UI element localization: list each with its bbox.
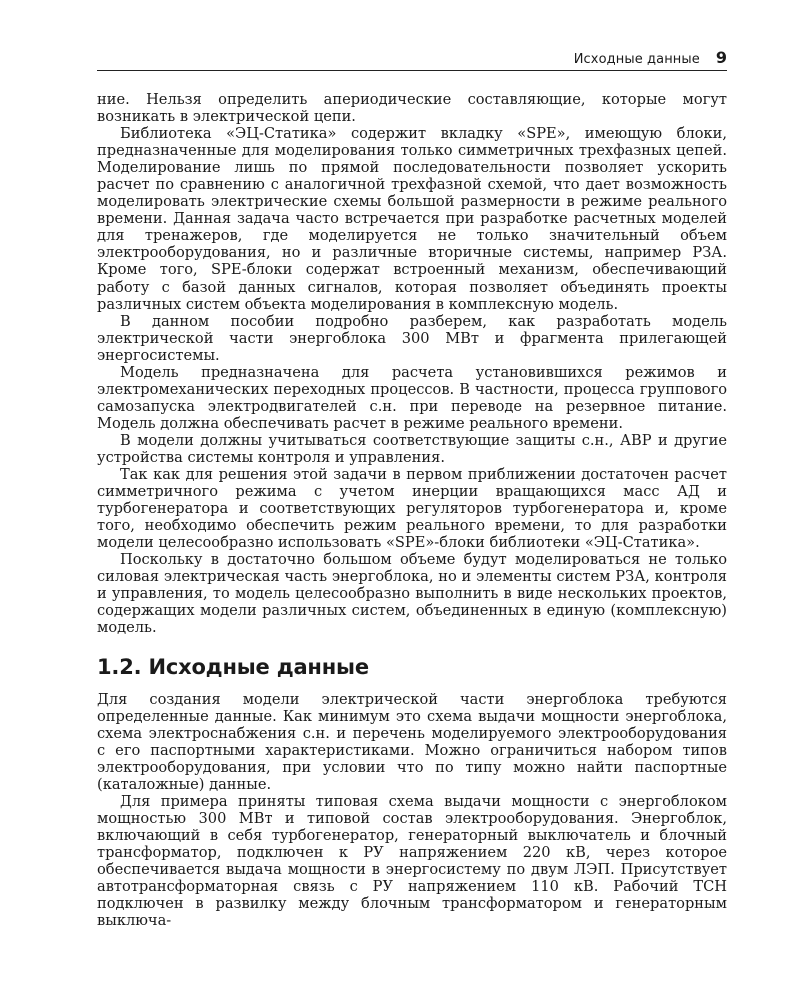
paragraph-protections: В модели должны учитываться соответствующие защиты с.н., АВР и другие устройства системы контроля и управления. <box>97 431 727 466</box>
running-header <box>97 48 727 71</box>
paragraph-complex-model: Поскольку в достаточно большом объеме будут моделироваться не только силовая электрическая часть энергоблока, но и элементы систем РЗА, контроля и управления, то модель целесообразно выполнить в виде нескольких проектов, содержащих модели различных систем, объединенных в единую (комплексную) модель. <box>97 551 727 637</box>
paragraph-model-purpose: Модель предназначена для расчета установившихся режимов и электромеханических переходных процессов. В частности, процесса группового самозапуска электродвигателей с.н. при переводе на резервное питание. Модель должна обеспечивать расчет в режиме реального времени. <box>97 363 727 432</box>
section-heading: 1.2. Исходные данные <box>97 654 369 679</box>
running-header-title: Исходные данные <box>573 52 700 67</box>
paragraph-source-data: Для создания модели электрической части энергоблока требуются определенные данные. Как минимум это схема выдачи мощности энергоблока, схема электроснабжения с.н. и перечень моделируемого электрооборудования с его паспортными характеристиками. Можно ограничиться набором типов электрооборудования, при условии что по типу можно найти паспортные (каталожные) данные. <box>97 690 727 793</box>
paragraph-continuation: ние. Нельзя определить апериодические составляющие, которые могут возникать в электрической цепи. <box>97 91 727 126</box>
paragraph-typical-scheme: Для примера приняты типовая схема выдачи мощности с энергоблоком мощностью 300 МВт и типовой состав электрооборудования. Энергоблок, включающий в себя турбогенератор, генераторный выключатель и блочный трансформатор, подключен к РУ напряжением 220 кВ, через которое обеспечивается выдача мощности в энергосистему по двум ЛЭП. Присутствует автотрансформаторная связь с РУ напряжением 110 кВ. Рабочий ТСН подключен в развилку между блочным трансформатором и генераторным выключа- <box>97 792 727 930</box>
paragraph-symmetric-mode: Так как для решения этой задачи в первом приближении достаточен расчет симметричного режима с учетом инерции вращающихся масс АД и турбогенератора и соответствующих регуляторов турбогенератора и, кроме того, необходимо обеспечить режим реального времени, то для разработки модели целесообразно использовать «SPE»-блоки библиотеки «ЭЦ-Статика». <box>97 466 727 552</box>
page-body <box>97 91 727 929</box>
paragraph-model-scope: В данном пособии подробно разберем, как разработать модель электрической части энергоблока 300 МВт и фрагмента прилегающей энергосистемы. <box>97 312 727 364</box>
book-page <box>97 48 727 929</box>
paragraph-spe-library: Библиотека «ЭЦ-Статика» содержит вкладку «SPE», имеющую блоки, предназначенные для моделирования только симметричных трехфазных цепей. Моделирование лишь по прямой последовательности позволяет ускорить расчет по сравнению с аналогичной трехфазной схемой, что дает возможность моделировать электрические схемы большой размерности в режиме реального времени. Данная задача часто встречается при разработке расчетных моделей для тренажеров, где моделируется не только значительный объем электрооборудования, но и различные вторичные системы, например РЗА. Кроме того, SPE-блоки содержат встроенный механизм, обеспечивающий работу с базой данных сигналов, которая позволяет объединять проекты различных систем объекта моделирования в комплексную модель. <box>97 125 727 313</box>
page-number: 9 <box>715 48 727 67</box>
